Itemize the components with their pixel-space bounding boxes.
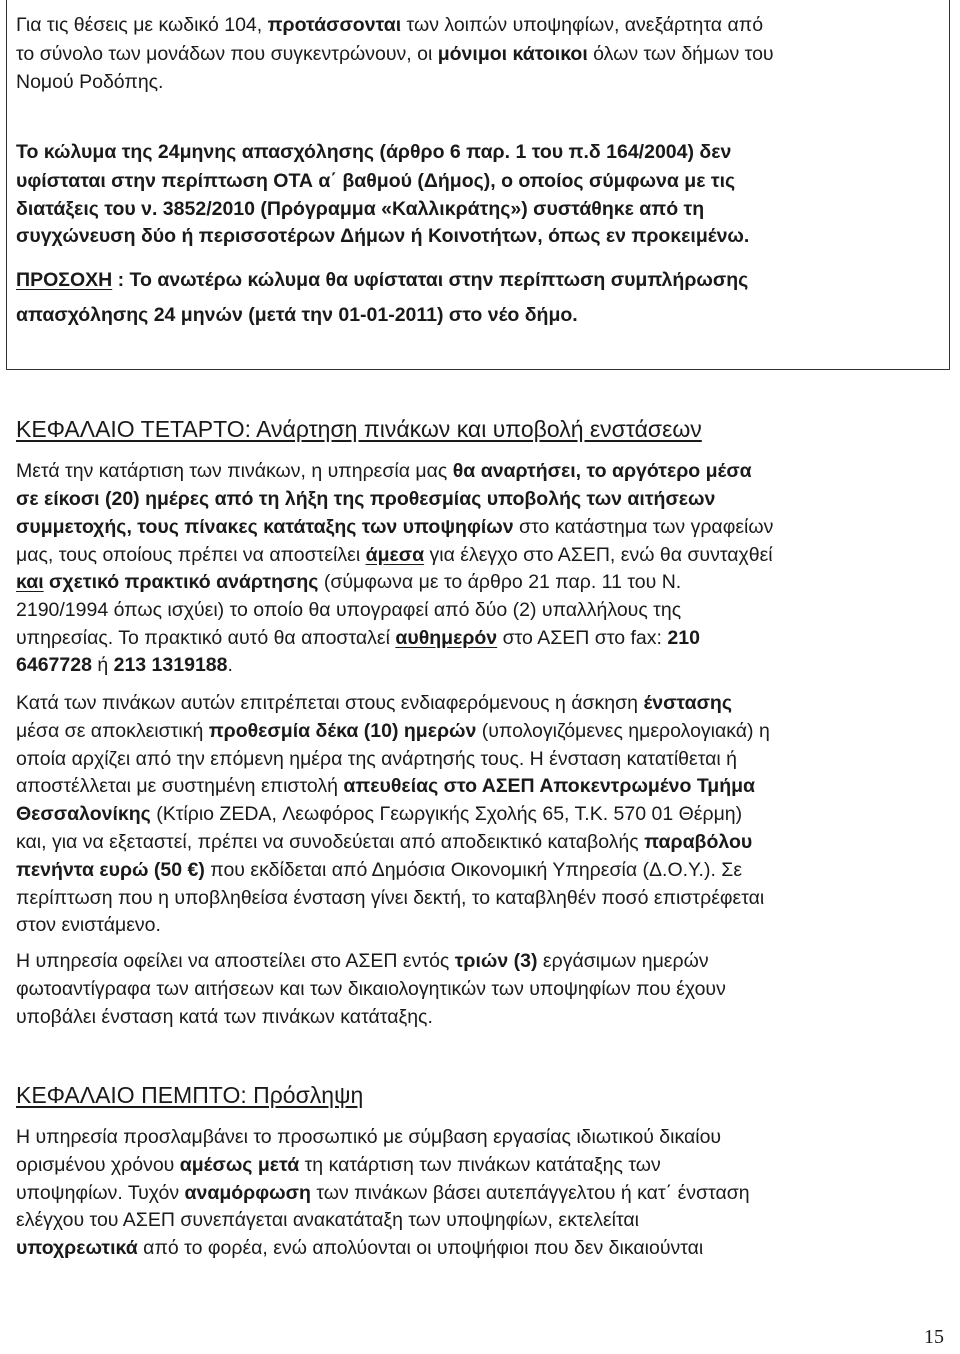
notice-line: [16, 39, 944, 69]
body-line: [16, 799, 944, 829]
emphasis-text: συμμετοχής, τους πίνακες κατάταξης των υποψηφίων: [16, 516, 514, 538]
emphasis-text: απευθείας στο ΑΣΕΠ Αποκεντρωμένο Τμήμα: [343, 775, 756, 797]
body-line: [16, 623, 944, 653]
notice-line: [16, 300, 944, 330]
text-run: Η υπηρεσία προσλαμβάνει το προσωπικό με σύμβαση εργασίας ιδιωτικού δικαίου: [16, 1126, 722, 1148]
notice-line: [16, 10, 944, 40]
text-run: οποία αρχίζει από την επόμενη ημέρα της ανάρτησής τους. Η ένσταση κατατίθεται ή: [16, 748, 738, 770]
text-run: Το κώλυμα της 24μηνης απασχόλησης (άρθρο 6 παρ. 1 του π.δ 164/2004) δεν: [16, 141, 732, 163]
emphasis-text: προθεσμία δέκα (10) ημερών: [208, 720, 477, 742]
emphasis-text: ένστασης: [643, 692, 732, 714]
body-line: [16, 744, 944, 774]
text-run: ή: [91, 654, 114, 676]
text-run: των πινάκων βάσει αυτεπάγγελτου ή κατ΄ ένσταση: [310, 1182, 750, 1204]
fax-number: 6467728: [16, 654, 92, 676]
text-run: όλων των δήμων του: [587, 43, 774, 65]
body-line: [16, 688, 944, 718]
text-run: υπηρεσίας. Το πρακτικό αυτό θα αποσταλεί: [16, 627, 396, 649]
text-run: υποβάλει ένσταση κατά των πινάκων κατάταξης.: [16, 1006, 433, 1028]
body-line: [16, 567, 944, 597]
text-run: σε είκοσι (20) ημέρες από τη λήξη της προθεσμίας υποβολής των αιτήσεων: [16, 488, 716, 510]
text-run: το σύνολο των μονάδων που συγκεντρώνουν, οι: [16, 43, 438, 65]
text-run: ορισμένου χρόνου: [16, 1154, 180, 1176]
text-run: και, για να εξεταστεί, πρέπει να συνοδεύεται από αποδεικτικό καταβολής: [16, 831, 645, 853]
text-run: φωτοαντίγραφα των αιτήσεων και των δικαιολογητικών των υποψηφίων που έχουν: [16, 978, 726, 1000]
notice-line: [16, 67, 944, 97]
notice-line: [16, 265, 944, 295]
body-line: [16, 1178, 944, 1208]
emphasis-text: υποχρεωτικά: [16, 1237, 138, 1259]
text-run: των λοιπών υποψηφίων, ανεξάρτητα από: [401, 14, 764, 36]
emphasis-text: πενήντα ευρώ (50 €): [16, 859, 205, 881]
emphasis-text: αναμόρφωση: [184, 1182, 311, 1204]
emphasis-text: προτάσσονται: [267, 14, 402, 36]
text-run: (υπολογιζόμενες ημερολογιακά) η: [476, 720, 770, 742]
text-run: περίπτωση που η υποβληθείσα ένσταση γίνει δεκτή, το καταβληθέν ποσό επιστρέφεται: [16, 887, 765, 909]
text-run: μας, τους οποίους πρέπει να αποστείλει: [16, 544, 366, 566]
body-line: [16, 512, 944, 542]
body-line: [16, 1150, 944, 1180]
text-run: εργάσιμων ημερών: [537, 950, 709, 972]
emphasis-text: αμέσως μετά: [179, 1154, 300, 1176]
emphasis-text: αυθημερόν: [395, 627, 498, 649]
text-run: συγχώνευση δύο ή περισσοτέρων Δήμων ή Κοινοτήτων, όπως εν προκειμένω.: [16, 225, 750, 247]
text-run: από το φορέα, ενώ απολύονται οι υποψήφιοι που δεν δικαιούνται: [137, 1237, 704, 1259]
text-run: Μετά την κατάρτιση των πινάκων, η υπηρεσία μας: [16, 460, 453, 482]
text-run: 2190/1994 όπως ισχύει) το οποίο θα υπογραφεί από δύο (2) υπαλλήλους της: [16, 599, 682, 621]
notice-line: [16, 194, 944, 224]
emphasis-text: μόνιμοι κάτοικοι: [437, 43, 588, 65]
text-run: (σύμφωνα με το άρθρο 21 παρ. 11 του Ν.: [318, 571, 682, 593]
body-line: [16, 827, 944, 857]
text-run: Νομού Ροδόπης.: [16, 71, 164, 93]
text-run: αποστέλλεται με συστημένη επιστολή: [16, 775, 344, 797]
page-number: 15: [924, 1326, 944, 1348]
body-line: [16, 883, 944, 913]
emphasis-text: και: [16, 571, 44, 593]
fax-number: 210: [667, 627, 700, 649]
body-line: [16, 1233, 944, 1263]
body-line: [16, 1205, 944, 1235]
body-line: [16, 1002, 944, 1032]
text-run: Η υπηρεσία οφείλει να αποστείλει στο ΑΣΕΠ εντός: [16, 950, 455, 972]
body-line: [16, 946, 944, 976]
text-run: ελέγχου του ΑΣΕΠ συνεπάγεται ανακατάταξη των υποψηφίων, εκτελείται: [16, 1209, 640, 1231]
text-run: απασχόλησης 24 μηνών (μετά την 01-01-2011) στο νέο δήμο.: [16, 304, 578, 326]
body-line: [16, 650, 944, 680]
body-line: [16, 910, 944, 940]
emphasis-text: θα αναρτήσει, το αργότερο μέσα: [452, 460, 752, 482]
text-run: διατάξεις του ν. 3852/2010 (Πρόγραμμα «Καλλικράτης») συστάθηκε από τη: [16, 198, 705, 220]
text-run: υφίσταται στην περίπτωση ΟΤΑ α΄ βαθμού (Δήμος), ο οποίος σύμφωνα με τις: [16, 170, 736, 192]
body-line: [16, 855, 944, 885]
body-line: [16, 484, 944, 514]
emphasis-text: παραβόλου: [644, 831, 753, 853]
text-run: : Το ανωτέρω κώλυμα θα υφίσταται στην περίπτωση συμπλήρωσης: [112, 269, 749, 291]
chapter-4-heading: ΚΕΦΑΛΑΙΟ ΤΕΤΑΡΤΟ: Ανάρτηση πινάκων και υποβολή ενστάσεων: [16, 416, 702, 442]
notice-line: [16, 137, 944, 167]
body-line: [16, 1122, 944, 1152]
body-line: [16, 716, 944, 746]
text-run: στο ΑΣΕΠ στο fax:: [497, 627, 668, 649]
text-run: τη κατάρτιση των πινάκων κατάταξης των: [299, 1154, 661, 1176]
body-line: [16, 595, 944, 625]
text-run: (Κτίριο ΖΕDA, Λεωφόρος Γεωργικής Σχολής 65, Τ.Κ. 570 01 Θέρμη): [150, 803, 743, 825]
text-run: στο κατάστημα των γραφείων: [513, 516, 774, 538]
text-run: υποψηφίων. Τυχόν: [16, 1182, 185, 1204]
fax-number: 213 1319188: [113, 654, 228, 676]
body-line: [16, 540, 944, 570]
text-run: Κατά των πινάκων αυτών επιτρέπεται στους ενδιαφερόμενους η άσκηση: [16, 692, 644, 714]
text-run: στον ενιστάμενο.: [16, 914, 161, 936]
emphasis-text: άμεσα: [365, 544, 425, 566]
body-line: [16, 771, 944, 801]
notice-line: [16, 166, 944, 196]
text-run: .: [227, 654, 233, 676]
chapter-5-heading: ΚΕΦΑΛΑΙΟ ΠΕΜΠΤΟ: Πρόσληψη: [16, 1082, 364, 1108]
text-run: μέσα σε αποκλειστική: [16, 720, 209, 742]
attention-label: ΠΡΟΣΟΧΗ: [16, 269, 113, 291]
notice-line: [16, 221, 944, 251]
text-run: για έλεγχο στο ΑΣΕΠ, ενώ θα συνταχθεί: [424, 544, 773, 566]
body-line: [16, 974, 944, 1004]
emphasis-text: τριών (3): [454, 950, 538, 972]
emphasis-text: σχετικό πρακτικό ανάρτησης: [43, 571, 319, 593]
text-run: που εκδίδεται από Δημόσια Οικονομική Υπηρεσία (Δ.Ο.Υ.). Σε: [204, 859, 743, 881]
emphasis-text: Θεσσαλονίκης: [16, 803, 151, 825]
body-line: [16, 456, 944, 486]
text-run: Για τις θέσεις με κωδικό 104,: [16, 14, 268, 36]
